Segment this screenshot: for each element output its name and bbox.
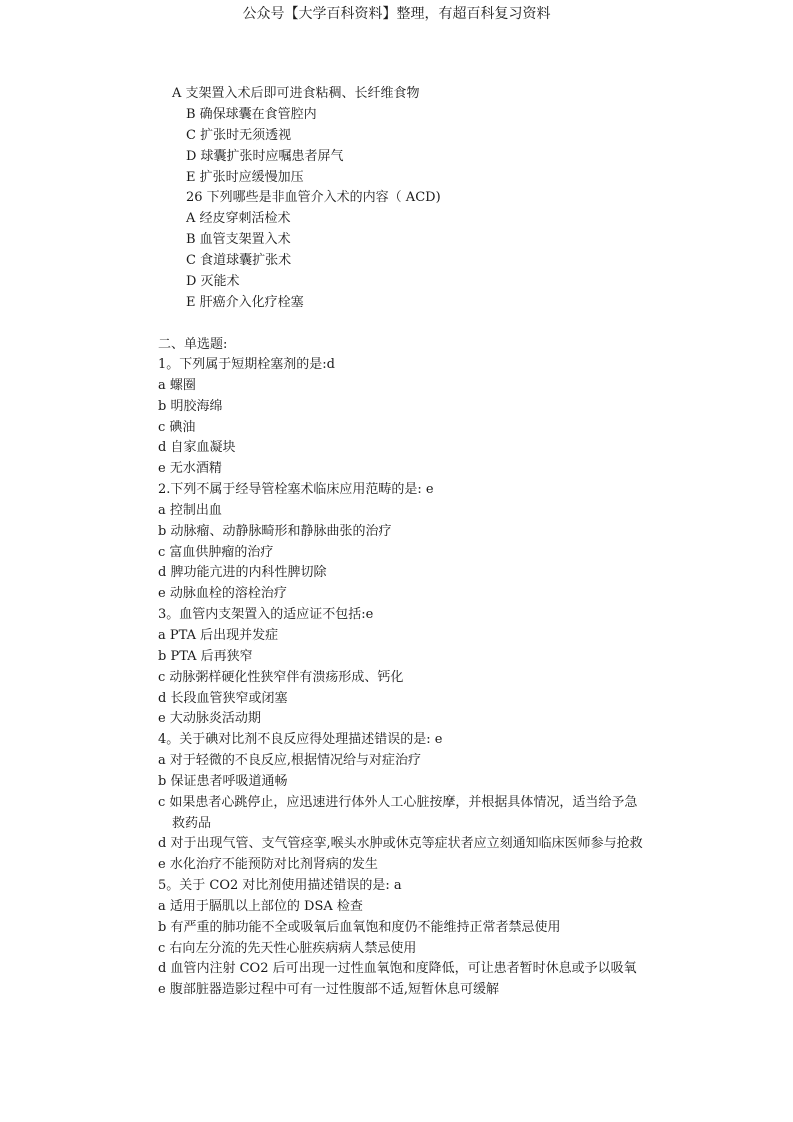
option-line-continued: 救药品 (172, 816, 212, 831)
option-line: a 适用于膈肌以上部位的 DSA 检查 (158, 899, 363, 914)
option-line: b 动脉瘤、动静脉畸形和静脉曲张的治疗 (158, 524, 392, 539)
option-line: a 控制出血 (158, 503, 222, 518)
option-line: d 脾功能亢进的内科性脾切除 (158, 565, 327, 580)
option-line: c 右向左分流的先天性心脏疾病病人禁忌使用 (158, 941, 417, 956)
question-line: 3。血管内支架置入的适应证不包括:e (158, 607, 374, 622)
question-line: 1。下列属于短期栓塞剂的是:d (158, 357, 335, 372)
option-line: b 明胶海绵 (158, 399, 223, 414)
option-line: a 对于轻微的不良反应,根据情况给与对症治疗 (158, 753, 422, 768)
question-line: 4。关于碘对比剂不良反应得处理描述错误的是: e (158, 732, 443, 747)
option-line: c 如果患者心跳停止，应迅速进行体外人工心脏按摩，并根据具体情况，适当给予急 (158, 795, 638, 810)
question-line: 2.下列不属于经导管栓塞术临床应用范畴的是: e (158, 482, 434, 497)
option-line: C 扩张时无须透视 (186, 128, 292, 143)
option-line: B 确保球囊在食管腔内 (186, 107, 317, 122)
option-line: c 碘油 (158, 420, 196, 435)
question-line: 5。关于 CO2 对比剂使用描述错误的是: a (158, 878, 402, 893)
option-line: D 灭能术 (186, 274, 240, 289)
option-line: b 保证患者呼吸道通畅 (158, 774, 288, 789)
option-line: A 支架置入术后即可进食粘稠、长纤维食物 (172, 86, 420, 101)
option-line: d 血管内注射 CO2 后可出现一过性血氧饱和度降低，可让患者暂时休息或予以吸氧 (158, 961, 637, 976)
option-line: e 无水酒精 (158, 461, 222, 476)
option-line: b PTA 后再狭窄 (158, 649, 253, 664)
option-line: D 球囊扩张时应嘱患者屏气 (186, 149, 344, 164)
option-line: E 肝癌介入化疗栓塞 (186, 295, 304, 310)
option-line: A 经皮穿刺活检术 (186, 211, 291, 226)
option-line: e 腹部脏器造影过程中可有一过性腹部不适,短暂休息可缓解 (158, 982, 499, 997)
option-line: b 有严重的肺功能不全或吸氧后血氧饱和度仍不能维持正常者禁忌使用 (158, 920, 561, 935)
option-line: c 富血供肿瘤的治疗 (158, 545, 274, 560)
page-header: 公众号【大学百科资料】整理，有超百科复习资料 (242, 6, 551, 22)
option-line: d 对于出现气管、支气管痉挛,喉头水肿或休克等症状者应立刻通知临床医师参与抢救 (158, 836, 643, 851)
question-line: 26 下列哪些是非血管介入术的内容（ ACD) (186, 190, 441, 205)
section-title: 二、单选题: (158, 337, 228, 352)
option-line: E 扩张时应缓慢加压 (186, 170, 304, 185)
option-line: c 动脉粥样硬化性狭窄伴有溃疡形成、钙化 (158, 670, 404, 685)
option-line: d 自家血凝块 (158, 440, 236, 455)
option-line: d 长段血管狭窄或闭塞 (158, 691, 288, 706)
option-line: B 血管支架置入术 (186, 232, 291, 247)
option-line: a 螺圈 (158, 378, 196, 393)
option-line: C 食道球囊扩张术 (186, 253, 292, 268)
option-line: e 水化治疗不能预防对比剂肾病的发生 (158, 857, 378, 872)
option-line: e 大动脉炎活动期 (158, 711, 261, 726)
option-line: a PTA 后出现并发症 (158, 628, 279, 643)
option-line: e 动脉血栓的溶栓治疗 (158, 586, 287, 601)
